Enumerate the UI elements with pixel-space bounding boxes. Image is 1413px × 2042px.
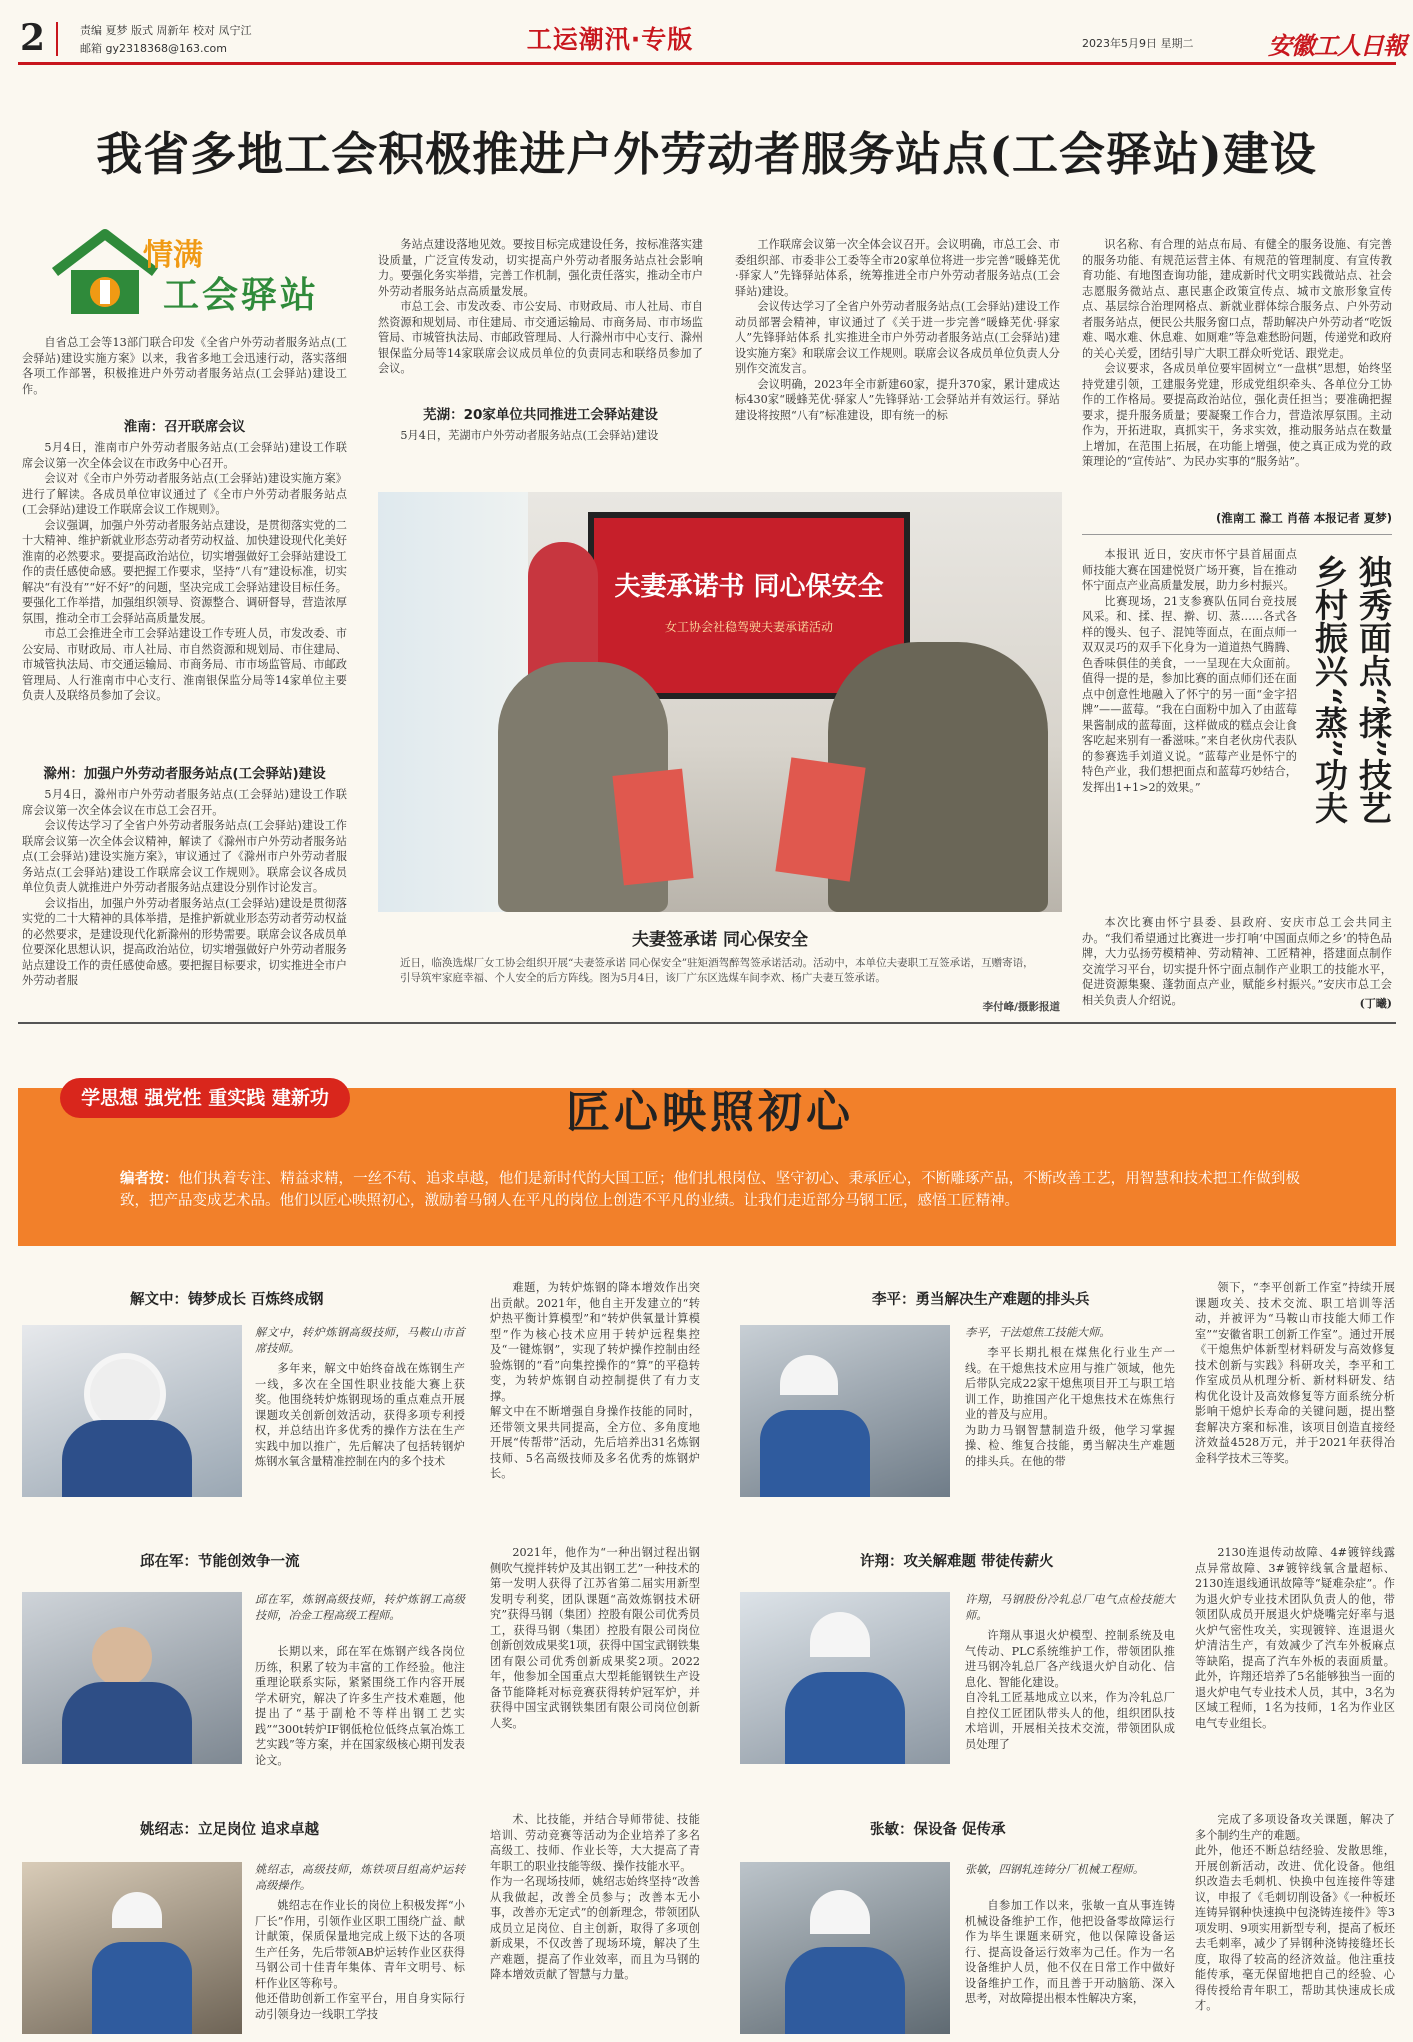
- profile-intro-li: 李平，干法熄焦工技能大师。: [965, 1326, 1111, 1339]
- uniform-shape: [785, 1672, 905, 1764]
- profile-photo-zhang: [740, 1862, 950, 2034]
- profile-body-li: 李平长期扎根在煤焦化行业生产一线。在干熄焦技术应用与推广领域，他先后带队完成22家干熄焦项目开工与职工培训工作，助推国产化干熄焦技术在炼焦行业的普及与应用。 为助力马钢智慧制造升级，他学习掌握操、检、维复合技能，勇当解决生产难题的排头兵。在他的带: [965, 1346, 1175, 1468]
- uniform-shape: [62, 1682, 192, 1764]
- side-headline-a: 独秀面点“揉”技艺: [1354, 555, 1393, 824]
- photo1-credit: 李付峰/摄影报道: [982, 1001, 1060, 1013]
- photo1-caption-title: 夫妻签承诺 同心保安全: [632, 930, 808, 950]
- profile-body-yao: 姚绍志在作业长的岗位上积极发挥“小厂长”作用，引领作业区职工围绕广益、献计献策，保质保量地完成上级下达的各项生产任务，先后带领AB炉运转作业区获得马钢公司十佳青年集体、青年文明号、标杆作业区等称号。 他还借助创新工作室平台，用自身实际行动引领身边一线职工学技: [255, 1899, 465, 2021]
- uniform-shape: [760, 1410, 870, 1497]
- profile-intro-zhang: 张敏，四钢轧连铸分厂机械工程师。: [965, 1863, 1145, 1876]
- photo1-caption: 近日，临涣选煤厂女工协会组织开展“夫妻签承诺 同心保安全”驻矩酒驾醉驾签承诺活动。活动中，本单位夫妻职工互签承诺，互赠寄语，引导筑牢家庭幸福、个人安全的后方阵线。图为5月4日，该厂广东区选煤车间李欢、杨广夫妻互签承诺。: [400, 957, 1034, 984]
- logo-text-1: 情满: [143, 238, 203, 273]
- profile-body-xie: 多年来，解文中始终奋战在炼钢生产一线，多次在全国性职业技能大赛上获奖。他围绕转炉炼钢现场的重点难点开展课题攻关创新创效活动，获得多项专利授权，并总结出许多优秀的操作方法在生产实践中加以推广，先后解决了包括转钢炉炼钢水氧含量精准控制在内的多个技术: [255, 1362, 465, 1468]
- side-byline: (丁曦): [1359, 997, 1392, 1010]
- banner-title: 夫妻承诺书 同心保安全: [614, 572, 884, 602]
- profile-intro-qiu: 邱在军，炼钢高级技师，转炉炼钢工高级技师，冶金工程高级工程师。: [255, 1593, 465, 1622]
- profile-photo-xie: [22, 1325, 242, 1497]
- profile-photo-qiu: [22, 1592, 242, 1764]
- profile-title-li: 李平：勇当解决生产难题的排头兵: [872, 1292, 1090, 1308]
- section-title: 工运潮汛·专版: [526, 25, 694, 54]
- profile-photo-li: [740, 1325, 950, 1497]
- helmet-shape: [112, 1892, 162, 1928]
- couple-signing-photo: [378, 492, 1062, 912]
- profile-photo-xu: [740, 1592, 950, 1764]
- col3-body: 工作联席会议第一次全体会议召开。会议明确，市总工会、市委组织部、市委非公工委等全市20家单位将进一步完善“暖蜂芜优·驿家人”先锋驿站体系，统筹推进全市户外劳动者服务站点(工会驿站)建设。 会议传达学习了全省户外劳动者服务站点(工会驿站)建设工作动员部署会精神，审议通过了《关于进一步完善“暖蜂芜优·驿家人”先锋驿站体系 扎实推进全市户外劳动者服务站点(工会驿站)建设实施方案》和联席会议工作规则。联席会议各成员单位负责人分别作交流发言。 会议明确，2023年全市新建60家，提升370家，累计建成达标430家“暖蜂芜优·驿家人”先锋驿站·工会驿站并有效运行。驿站建设将按照“八有”标准建设，即有统一的标: [735, 238, 1060, 422]
- profile-body-zhang: 自参加工作以来，张敏一直从事连铸机械设备维护工作，他把设备零故障运行作为毕生课题来研究，他以保障设备运行、提高设备运行效率为己任。作为一名设备维护人员，他不仅在日常工作中做好设备维护工作，而且善于开动脑筋、深入思考，对故障提出根本性解决方案，: [965, 1899, 1175, 2005]
- side-story-body: 本报讯 近日，安庆市怀宁县首届面点师技能大赛在国建悦贤广场开赛，旨在推动怀宁面点产业高质量发展，助力乡村振兴。 比赛现场，21支参赛队伍同台竞技展风采。和、揉、捏、擀、切、蒸……各式各样的馒头、包子、混饨等面点，在面点师一双双灵巧的双手下化身为一道道热气腾腾、色香味俱佳的美食，一一呈现在大众面前。值得一提的是，参加比赛的面点师们还在面点中创意性地融入了怀宁的另一面“金字招牌”——蓝莓。“我在白面粉中加入了由蓝莓果酱制成的蓝莓面，这样做成的糕点会让食客吃起来别有一番滋味。”来自老伙房代表队的参赛选手刘道义说。“蓝莓产业是怀宁的特色产业，我们想把面点和蓝莓巧妙结合，发挥出1+1>2的效果。”: [1082, 548, 1297, 794]
- uniform-shape: [785, 1947, 905, 2034]
- helmet-shape: [810, 1612, 870, 1657]
- helmet-shape: [810, 1890, 870, 1934]
- profile-title-yao: 姚绍志：立足岗位 追求卓越: [140, 1822, 320, 1838]
- profile-title-xu: 许翔：攻关解难题 带徒传薪火: [860, 1554, 1054, 1570]
- subhead-huainan: 淮南：召开联席会议: [123, 419, 246, 435]
- profile-title-xie: 解文中：铸梦成长 百炼终成钢: [130, 1292, 324, 1308]
- note-text: 他们执着专注、精益求精，一丝不苟、追求卓越，他们是新时代的大国工匠；他们扎根岗位、坚守初心、秉承匠心，不断雕琢产品，不断改善工艺，用智慧和技术把工作做到极致，把产品变成艺术品。他们以匠心映照初心，激励着马钢人在平凡的岗位上创造不平凡的业绩。让我们走近部分马钢工匠，感悟工匠精神。: [120, 1171, 1300, 1209]
- logo-text-2: 工会驿站: [163, 275, 320, 316]
- feature-title: 匠心映照初心: [566, 1087, 854, 1138]
- col1-body-a: 5月4日，淮南市户外劳动者服务站点(工会驿站)建设工作联席会议第一次全体会议在市政务中心召开。 会议对《全市户外劳动者服务站点(工会驿站)建设实施方案》进行了解读。各成员单位审议通过了《全市户外劳动者服务站点(工会驿站)建设工作联席会议工作规则》。 会议强调，加强户外劳动者服务站点建设，是贯彻落实党的二十大精神、维护新就业形态劳动者劳动权益、加快建设现代化美好淮南的必然要求。要提高政治站位，切实增强做好工会驿站建设工作的责任感使命感。要把握工作要求，坚持“八有”建设标准，切实解决“有没有”“好不好”的问题，坚决完成工会驿站建设目标任务。要强化工作举措，加强组织领导、资源整合、调研督导，营造浓厚氛围，推动全市工会驿站高质量发展。 市总工会推进全市工会驿站建设工作专班人员，市发改委、市公安局、市财政局、市人社局、市自然资源和规划局、市住建局、市城管执法局、市交通运输局、市商务局、市市场监管局、市邮政管理局、人行淮南市中心支行、淮南银保监分局等14家单位主要负责人及联络员参加了会议。: [22, 441, 347, 702]
- col4-body: 识名称、有合理的站点布局、有健全的服务设施、有完善的服务功能、有规范运营主体、有规范的管理制度、有宣传教育功能、有地图查询功能，建成新时代文明实践微站点、社会志愿服务微站点、惠民惠企政策宣传点、城市文旅形象宣传点、基层综合治理网格点、新就业群体综合服务点、户外劳动者服务站点，便民公共服务窗口点，帮助解决户外劳动者“吃饭难、喝水难、休息难、如厕难”等急难愁盼问题，传递党和政府的关心关爱，团结引导广大职工群众听党话、跟党走。 会议要求，各成员单位要牢固树立“一盘棋”思想，始终坚持党建引领，工建服务党建，形成党组织牵头、各单位分工协作的工作格局。要提高政治站位，强化责任担当；要准确把握要求，提升服务质量；要凝聚工作合力，营造浓厚氛围。主动作为，开拓进取，真抓实干，务求实效，推动服务站点在数量上增加，在范围上拓展，在功能上增强，使之真正成为党的政策理论的“宣传站”、为民办实事的“服务站”。: [1082, 238, 1392, 468]
- side-story-body-b: 本次比赛由怀宁县委、县政府、安庆市总工会共同主办。“我们希望通过比赛进一步打响‘中国面点师之乡’的特色品牌，大力弘扬劳模精神、劳动精神、工匠精神，搭建面点制作交流学习平台，切实提升怀宁面点制作产业职工的技能水平，促进资源集聚、蓬勃面点产业，赋能乡村振兴。”安庆市总工会相关负责人介绍说。: [1082, 916, 1392, 1007]
- profile-intro-xu: 许翔，马钢股份冷轧总厂电气点检技能大师。: [965, 1593, 1175, 1622]
- helmet-shape: [780, 1355, 838, 1395]
- col1-intro: 自省总工会等13部门联合印发《全省户外劳动者服务站点(工会驿站)建设实施方案》以来，我省多地工会迅速行动，落实落细各项工作部署，积极推进户外劳动者服务站点(工会驿站)建设工作。: [22, 336, 347, 396]
- profile-title-qiu: 邱在军：节能创效争一流: [140, 1554, 300, 1570]
- face-shape: [92, 1627, 152, 1687]
- masthead-rule: [18, 62, 1396, 65]
- profile-intro-yao: 姚绍志，高级技师，炼铁项目组高炉运转高级操作。: [255, 1863, 465, 1892]
- subhead-chuzhou: 滁州：加强户外劳动者服务站点(工会驿站)建设: [43, 766, 326, 782]
- profile-cont-qiu: 2021年，他作为“一种出钢过程出钢侧吹气搅拌转炉及其出钢工艺”一种技术的第一发明人获得了江苏省第二届实用新型发明专利奖，团队课题“高效炼钢技术研究”获得马钢（集团）控股有限公司优秀员工，获得马钢（集团）控股有限公司岗位创新创效成果奖1项，获得中国宝武钢铁集团有限公司优秀创新成果奖2项。2022年，他参加全国重点大型耗能钢铁生产设备节能降耗对标竞赛获得转炉冠军炉，并获得中国宝武钢铁集团有限公司岗位创新人奖。: [490, 1546, 700, 1730]
- note-label: 编者按：: [120, 1171, 179, 1187]
- col2-body: 务站点建设落地见效。要按目标完成建设任务，按标准落实建设质量，广泛宣传发动，切实提高户外劳动者服务站点社会影响力。要强化务实举措，完善工作机制，强化责任落实，推动全市户外劳动者服务站点高质量发展。 市总工会、市发改委、市公安局、市财政局、市人社局、市自然资源和规划局、市住建局、市交通运输局、市商务局、市市场监管局、市城管执法局、市邮政管理局、人行滁州市中心支行、滁州银保监分局等14家联席会议成员单位的负责同志和联络员参加了会议。: [378, 238, 703, 375]
- uniform-shape: [62, 1420, 192, 1497]
- station-logo: [45, 222, 355, 322]
- page-number: 2: [20, 17, 46, 59]
- col2-body-b: 5月4日，芜湖市户外劳动者服务站点(工会驿站)建设: [400, 429, 659, 442]
- issue-date: 2023年5月9日 星期二: [1082, 37, 1194, 50]
- profile-body-qiu: 长期以来，邱在军在炼钢产线各岗位历练，积累了较为丰富的工作经验。他注重理论联系实际，紧紧围绕工作内容开展学术研究，解决了许多生产技术难题，他提出了“基于副枪不等样出钢工艺实践”“300t转炉IF钢低枪位低终点氧冶炼工艺实践”等方案，并在国家级核心期刊发表论文。: [255, 1645, 465, 1767]
- editors-line: 责编 夏梦 版式 周新年 校对 凤宁江: [80, 24, 252, 37]
- profile-title-zhang: 张敏：保设备 促传承: [870, 1822, 1006, 1838]
- editor-note: [120, 1168, 1300, 1212]
- profile-intro-xie: 解文中，转炉炼钢高级技师，马鞍山市首席技师。: [255, 1326, 465, 1355]
- banner-sub: 女工协会社稳驾驶夫妻承诺活动: [664, 620, 833, 634]
- profile-cont-yao: 术、比技能，并结合导师带徒、技能培训、劳动竞赛等活动为企业培养了多名高级工、技师、作业长等，大大提高了青年职工的职业技能等级、操作技能水平。 作为一名现场技师，姚绍志始终坚持“改善从我做起，改善全员参与；改善本无小事，改善亦无定式”的创新理念，带领团队成员立足岗位、自主创新，取得了多项创新成果，不仅改善了现场环境，解决了生产难题，提高了作业效率，而且为马钢的降本增效贡献了智慧与力量。: [490, 1813, 700, 1981]
- paper-name-logo: 安徽工人日報: [1268, 31, 1406, 60]
- profile-cont-li: 领下，“李平创新工作室”持续开展课题攻关、技术交流、职工培训等活动，并被评为“马鞍山市技能大师工作室”“安徽省职工创新工作室”。通过开展《干熄焦炉体新型材料研发与高效修复技术创新与实践》科研攻关，李平和工作室成员从机理分析、新材料研发、结构优化设计及高效修复等方面系统分析影响干熄炉长寿命的关键问题，提出整套解决方案和标准，该项目创造直接经济效益4528万元，并于2021年获得冶金科学技术三等奖。: [1195, 1281, 1395, 1465]
- main-headline: 我省多地工会积极推进户外劳动者服务站点(工会驿站)建设: [96, 127, 1317, 181]
- col1-body-b: 5月4日，滁州市户外劳动者服务站点(工会驿站)建设工作联席会议第一次全体会议在市总工会召开。 会议传达学习了全省户外劳动者服务站点(工会驿站)建设工作联席会议第一次全体会议精神，解读了《滁州市户外劳动者服务站点(工会驿站)建设实施方案》，审议通过了《滁州市户外劳动者服务站点(工会驿站)建设工作联席会议工作规则》。联席会议各成员单位负责人就推进户外劳动者服务站点建设分别作讨论发言。 会议指出，加强户外劳动者服务站点(工会驿站)建设是贯彻落实党的二十大精神的具体举措，是推护新就业形态劳动者劳动权益的必然要求，是建设现代化新滁州的形势需要。联席会议各成员单位要深化思想认识，提高政治站位，切实增强做好户外劳动者服务站点建设工作的责任感使命感。要把握目标要求，切实推进全市户外劳动者服: [22, 788, 347, 987]
- side-headline-b: 乡村振兴“蒸”功夫: [1310, 555, 1349, 824]
- uniform-shape: [92, 1942, 192, 2034]
- subhead-wuhu: 芜湖：20家单位共同推进工会驿站建设: [423, 407, 658, 423]
- profile-cont-zhang: 完成了多项设备攻关课题，解决了多个制约生产的难题。 此外，他还不断总结经验、发散思维，开展创新活动，改进、优化设备。他组织改造去毛刺机、快换中包连接件等建议，申报了《毛刺切削设备》《一种板坯连铸异钢种快速换中包浇铸连接件》等3项发明、9项实用新型专利，提高了板坯去毛刺率，减少了异钢种浇铸接缝坯长度，取得了较高的经济效益。他注重技能传承，毫无保留地把自己的经验、心得传授给青年职工，帮助其快速成长成才。: [1195, 1813, 1395, 2012]
- profile-photo-yao: [22, 1862, 242, 2034]
- section-rule: [18, 1022, 1396, 1024]
- email-line: 邮箱 gy2318368@163.com: [80, 42, 227, 55]
- profile-cont-xu: 2130连退传动故障、4#镀锌线露点异常故障、3#镀锌线氧含量超标、2130连退线通讯故障等“疑难杂症”。作为退火炉专业技术团队负责人的他，带领团队成员开展退火炉烧嘴完好率与退火炉气密性攻关，实现镀锌、连退退火炉清洁生产，有效减少了汽车外板麻点等缺陷，提高了汽车外板的表面质量。此外，许翔还培养了5名能够独当一面的退火炉电气专业技术人员，其中，3名为区域工程师，1名为技师，1名为作业区电气专业组长。: [1195, 1546, 1395, 1730]
- profile-cont-xie: 难题，为转炉炼钢的降本增效作出突出贡献。2021年，他自主开发建立的“转炉热平衡计算模型”和“转炉供氧量计算模型”作为核心技术应用于转炉远程集控及“一键炼钢”，实现了转炉操作控制由经验炼钢的“看”向集控操作的“算”的平稳转变，为转炉炼钢自动控制提供了有力支撑。 解文中在不断增强自身操作技能的同时，还带领文果共同提高，全方位、多角度地开展“传帮带”活动，先后培养出31名炼钢技师、5名高级技师及多名优秀的炼钢炉长。: [490, 1281, 700, 1480]
- masthead-divider: [56, 22, 58, 56]
- feature-tag: 学思想 强党性 重实践 建新功: [60, 1078, 350, 1118]
- col4-byline: (淮南工 滁工 肖蓓 本报记者 夏梦): [1215, 511, 1392, 525]
- profile-body-xu: 许翔从事退火炉模型、控制系统及电气传动、PLC系统维护工作，带领团队推进马钢冷轧总厂各产线退火炉自动化、信息化、智能化建设。 自冷轧工匠基地成立以来，作为冷轧总厂自控仪工匠团队带头人的他，组织团队技术培训，开展相关技术交流，带领团队成员处理了: [965, 1629, 1175, 1751]
- photo-document-left: [612, 769, 693, 886]
- photo-document-right: [775, 757, 865, 881]
- col4-divider: [1082, 534, 1392, 535]
